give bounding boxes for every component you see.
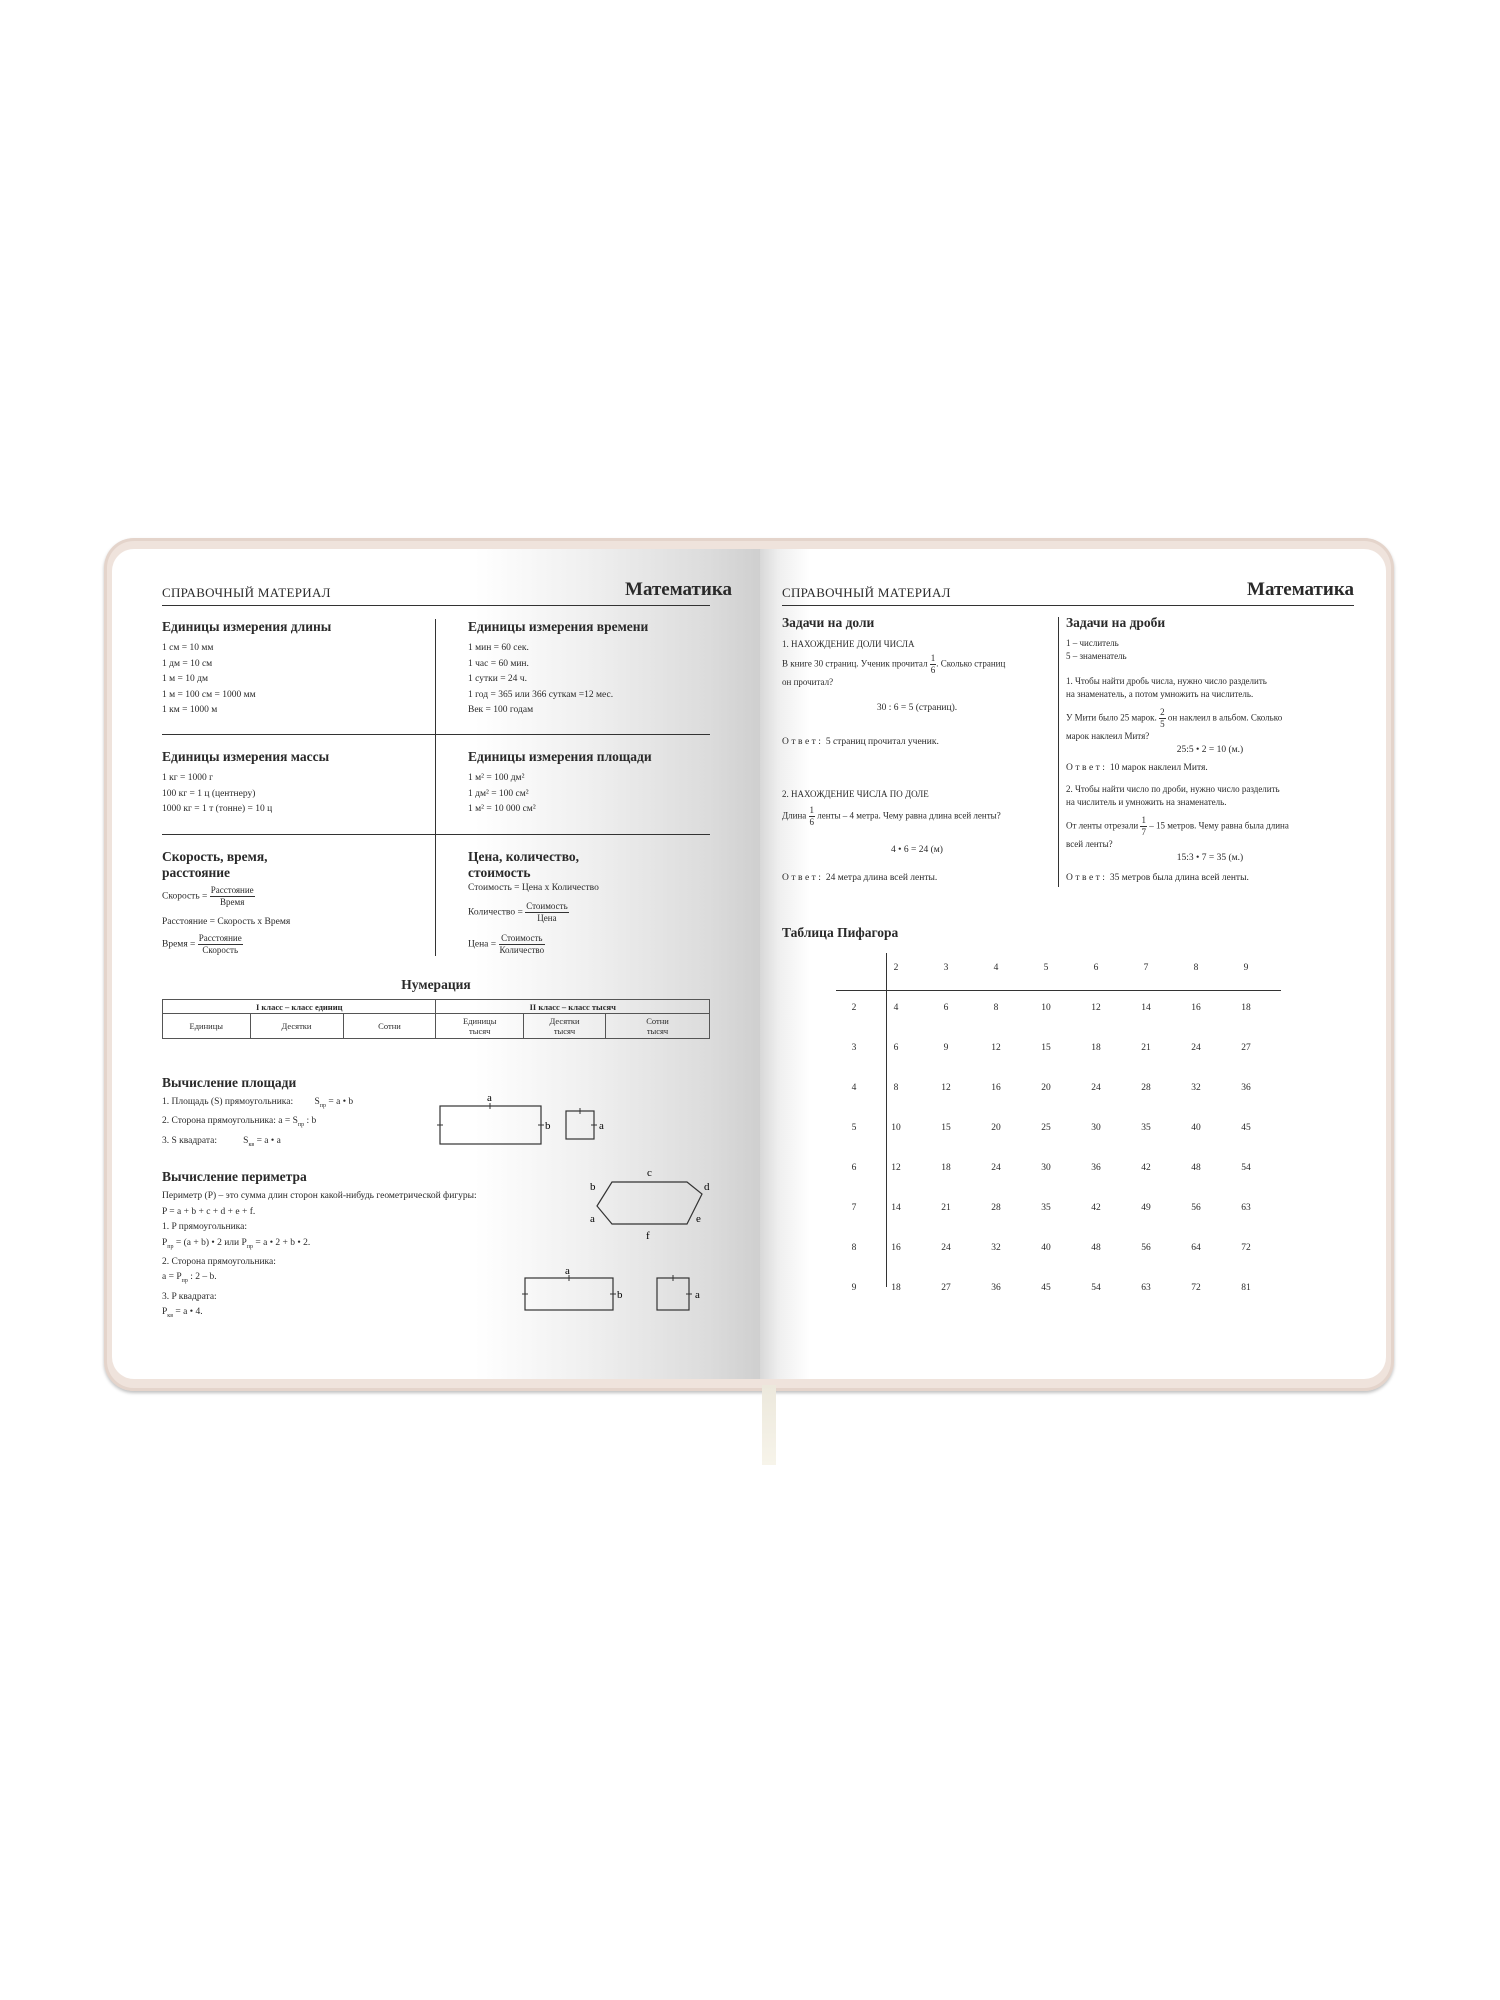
pythagoras-cell: 28 — [1141, 1083, 1151, 1093]
perimeter-line: 2. Сторона прямоугольника: — [162, 1256, 276, 1267]
pythagoras-row-header: 6 — [851, 1163, 857, 1173]
numeration-title: Нумерация — [401, 977, 471, 992]
fraction-denominator: 7 — [1141, 827, 1146, 837]
rule-line: 2. Чтобы найти число по дроби, нужно число разделить — [1066, 784, 1280, 794]
formula-rest: : 2 – b. — [187, 1272, 217, 1283]
problem-text: От ленты отрезали — [1066, 820, 1139, 831]
perimeter-line: 3. P квадрата: — [162, 1291, 217, 1302]
pythagoras-row-header: 5 — [851, 1123, 857, 1133]
rank-cell — [606, 1014, 710, 1039]
pythagoras-header-cell: 4 — [993, 963, 999, 973]
right-page — [760, 549, 1386, 1379]
time-line: 1 год = 365 или 366 суткам =12 мес. — [468, 689, 614, 700]
speed-title-line1: Скорость, время, — [162, 849, 268, 864]
pythagoras-cell: 21 — [941, 1203, 951, 1213]
pythagoras-cell: 12 — [991, 1043, 1001, 1053]
pythagoras-cell: 12 — [941, 1083, 951, 1093]
label-c: c — [647, 1167, 652, 1179]
area-calc-line — [162, 1114, 353, 1133]
rank-text: Сотни — [646, 1016, 669, 1026]
problem-line: марок наклеил Митя? — [1066, 731, 1150, 741]
pythagoras-cell: 45 — [1041, 1283, 1051, 1293]
formula-left: Количество = — [468, 907, 523, 918]
pythagoras-row-header: 8 — [851, 1243, 857, 1253]
time-units-list — [468, 641, 613, 719]
class-thousands-cell: II класс – класс тысяч — [436, 1000, 710, 1014]
pythagoras-cell: 27 — [1241, 1043, 1251, 1053]
problem-text: . Сколько страниц — [936, 658, 1006, 669]
right-header-small: СПРАВОЧНЫЙ МАТЕРИАЛ — [782, 585, 951, 600]
mass-units-title: Единицы измерения массы — [162, 749, 330, 764]
problem-line: всей ленты? — [1066, 839, 1113, 849]
perimeter-rect-diagram — [517, 1264, 727, 1324]
definition-line: 5 – знаменатель — [1066, 651, 1127, 661]
price-title-line1: Цена, количество, — [468, 849, 580, 864]
problem-text: В книге 30 страниц. Ученик прочитал — [782, 658, 928, 669]
pythagoras-cell: 48 — [1191, 1163, 1201, 1173]
fraction-denominator: 6 — [809, 817, 815, 827]
left-page — [112, 549, 760, 1379]
pythagoras-cell: 63 — [1241, 1203, 1251, 1213]
pythagoras-cell: 27 — [941, 1283, 951, 1293]
perimeter-line — [162, 1305, 477, 1324]
pythagoras-cell: 54 — [1091, 1283, 1101, 1293]
fractions-title: Задачи на дроби — [1066, 615, 1166, 630]
left-header-rule — [162, 605, 710, 606]
fraction-denominator: Количество — [499, 945, 545, 955]
formula-left: Скорость = — [162, 891, 208, 902]
subscript: пр — [246, 1243, 254, 1250]
area-calc-lines — [162, 1095, 353, 1153]
pythagoras-cell: 72 — [1241, 1243, 1251, 1253]
pythagoras-cell: 45 — [1241, 1123, 1251, 1133]
label-a: a — [487, 1092, 492, 1104]
pythagoras-cell: 24 — [1191, 1043, 1201, 1053]
formula-symbol: P — [162, 1307, 168, 1318]
time-line: 1 мин = 60 сек. — [468, 643, 529, 653]
pythagoras-cell: 48 — [1091, 1243, 1101, 1253]
area-calc-text: 2. Сторона прямоугольника: a = S — [162, 1116, 298, 1127]
pythagoras-cell: 32 — [991, 1243, 1001, 1253]
pythagoras-cell: 18 — [1091, 1043, 1101, 1053]
answer-text: 24 метра длина всей ленты. — [825, 873, 938, 883]
mass-line: 1000 кг = 1 т (тонне) = 10 ц — [162, 804, 273, 814]
fractions-calc-2: 15:3 • 7 = 35 (м.) — [1176, 853, 1244, 863]
formula-symbol: P — [162, 1237, 168, 1248]
area-calc-text: 3. S квадрата: — [162, 1135, 218, 1146]
fraction-numerator: 1 — [930, 653, 936, 663]
ribbon-bookmark — [762, 1385, 776, 1465]
area-line: 1 м² = 10 000 см² — [468, 804, 536, 814]
pythagoras-header-cell: 6 — [1093, 963, 1099, 973]
pythagoras-row-header: 2 — [851, 1003, 857, 1013]
fraction-numerator: Расстояние — [198, 933, 242, 943]
pythagoras-cell: 63 — [1141, 1283, 1151, 1293]
problem-text: Длина — [782, 810, 807, 821]
answer-word: Ответ: — [1066, 873, 1108, 883]
pythagoras-cell: 12 — [891, 1163, 901, 1173]
rank-cell — [436, 1014, 524, 1039]
fractions-calc-1: 25:5 • 2 = 10 (м.) — [1176, 745, 1244, 755]
rank-text: тысяч — [646, 1026, 669, 1036]
fraction-denominator: Цена — [537, 913, 557, 923]
definition-line: 1 – числитель — [1066, 638, 1119, 648]
length-line: 1 дм = 10 см — [162, 658, 213, 669]
problem-text: – 15 метров. Чему равна была длина — [1149, 820, 1289, 831]
pythagoras-cell: 15 — [941, 1123, 951, 1133]
fraction-numerator: 1 — [1141, 815, 1146, 825]
pythagoras-cell: 42 — [1141, 1163, 1151, 1173]
length-line: 1 см = 10 мм — [162, 643, 214, 653]
rectangle-shape — [525, 1278, 613, 1310]
pythagoras-cell: 64 — [1191, 1243, 1201, 1253]
left-header-small: СПРАВОЧНЫЙ МАТЕРИАЛ — [162, 585, 331, 600]
rule-line: на числитель и умножить на знаменатель. — [1066, 797, 1227, 807]
perimeter-title: Вычисление периметра — [162, 1169, 307, 1184]
pythagoras-row-header: 9 — [851, 1283, 857, 1293]
square-shape — [657, 1278, 689, 1310]
fraction-numerator: 1 — [809, 805, 815, 815]
problem-line: он прочитал? — [782, 677, 834, 687]
square-shape — [566, 1111, 594, 1139]
rule-line: на знаменатель, а потом умножить на числитель. — [1066, 689, 1254, 699]
pythagoras-cell: 36 — [1241, 1083, 1251, 1093]
rank-cell: Десятки — [250, 1014, 343, 1039]
price-title-line2: стоимость — [468, 865, 531, 880]
pythagoras-cell: 16 — [891, 1243, 901, 1253]
pythagoras-cell: 35 — [1041, 1203, 1051, 1213]
area-calc-line — [162, 1134, 353, 1153]
length-line: 1 м = 100 см = 1000 мм — [162, 689, 256, 700]
fraction-denominator: Скорость — [202, 945, 239, 955]
area-line: 1 дм² = 100 см² — [468, 788, 529, 799]
pythagoras-row-header: 7 — [851, 1203, 857, 1213]
shares-s2-calc: 4 • 6 = 24 (м) — [891, 845, 943, 855]
pythagoras-cell: 56 — [1141, 1243, 1151, 1253]
pythagoras-cell: 24 — [941, 1243, 951, 1253]
speed-formula-3 — [162, 933, 243, 956]
pythagoras-cell: 21 — [1141, 1043, 1151, 1053]
formula-left: Время = — [162, 939, 196, 950]
perimeter-line: 1. P прямоугольника: — [162, 1222, 248, 1232]
hexagon-shape — [597, 1182, 702, 1224]
area-rectangle-diagram — [432, 1089, 632, 1159]
pythagoras-header-cell: 5 — [1043, 963, 1049, 973]
pythagoras-cell: 16 — [991, 1083, 1001, 1093]
pythagoras-cell: 36 — [991, 1283, 1001, 1293]
area-calc-line — [162, 1095, 353, 1114]
time-line: Век = 100 годам — [468, 705, 534, 715]
pythagoras-row-header: 4 — [851, 1083, 857, 1093]
pythagoras-cell: 8 — [993, 1003, 999, 1013]
pythagoras-row-header: 3 — [851, 1043, 857, 1053]
formula-rest: = a • 4. — [173, 1307, 203, 1318]
pythagoras-cell: 56 — [1191, 1203, 1201, 1213]
rank-text: Десятки — [549, 1016, 580, 1026]
pythagoras-cell: 18 — [1241, 1003, 1251, 1013]
fraction-denominator: Время — [220, 897, 245, 907]
time-line: 1 сутки = 24 ч. — [468, 674, 527, 684]
answer-text: 10 марок наклеил Митя. — [1109, 763, 1208, 773]
pythagoras-cell: 6 — [893, 1043, 899, 1053]
label-a: a — [695, 1289, 700, 1301]
price-formula-2 — [468, 901, 569, 924]
pythagoras-cell: 24 — [991, 1163, 1001, 1173]
formula-symbol: S — [243, 1135, 249, 1146]
perimeter-line: Периметр (P) – это сумма длин сторон какой-нибудь геометрической фигуры: — [162, 1191, 477, 1201]
rank-text: тысяч — [553, 1026, 576, 1036]
pythagoras-cell: 12 — [1091, 1003, 1101, 1013]
area-units-title: Единицы измерения площади — [468, 749, 652, 764]
pythagoras-header-rule — [836, 990, 1281, 991]
pythagoras-cell: 9 — [943, 1043, 949, 1053]
subscript: пр — [167, 1243, 174, 1250]
pythagoras-cell: 24 — [1091, 1083, 1101, 1093]
label-b: b — [545, 1120, 551, 1132]
perimeter-line — [162, 1270, 477, 1289]
area-line: 1 м² = 100 дм² — [468, 773, 525, 783]
pythagoras-cell: 36 — [1091, 1163, 1101, 1173]
grid-divider-1 — [162, 734, 710, 735]
pythagoras-cell: 40 — [1041, 1243, 1051, 1253]
pythagoras-cell: 10 — [891, 1123, 901, 1133]
speed-title-line2: расстояние — [162, 865, 231, 880]
problem-text: он наклеил в альбом. Сколько — [1167, 712, 1283, 723]
pythagoras-cell: 42 — [1091, 1203, 1101, 1213]
subscript: пр — [319, 1102, 327, 1109]
label-f: f — [646, 1230, 650, 1242]
perimeter-lines — [162, 1189, 477, 1325]
label-b: b — [590, 1181, 596, 1193]
pythagoras-cell: 54 — [1241, 1163, 1251, 1173]
area-calc-text: 1. Площадь (S) прямоугольника: — [162, 1097, 294, 1107]
grid-divider-vertical — [435, 619, 436, 956]
pythagoras-cell: 49 — [1141, 1203, 1151, 1213]
numeration-rank-row — [163, 1014, 710, 1039]
answer-word: Ответ: — [782, 737, 824, 747]
pythagoras-header-cell: 8 — [1193, 963, 1199, 973]
numeration-class-row — [163, 1000, 710, 1014]
answer-text: 5 страниц прочитал ученик. — [825, 737, 939, 747]
grid-divider-2 — [162, 834, 710, 835]
shares-s2-title: 2. НАХОЖДЕНИЕ ЧИСЛА ПО ДОЛЕ — [782, 789, 929, 799]
pythagoras-header-cell: 7 — [1143, 963, 1149, 973]
price-formula-1: Стоимость = Цена х Количество — [468, 883, 599, 893]
subscript: кв — [248, 1141, 255, 1148]
rank-cell: Единицы — [163, 1014, 251, 1039]
length-line: 1 м = 10 дм — [162, 674, 208, 684]
perimeter-line — [162, 1236, 477, 1255]
speed-formula-2: Расстояние = Скорость х Время — [162, 917, 291, 927]
pythagoras-cell: 32 — [1191, 1083, 1201, 1093]
answer-text: 35 метров была длина всей ленты. — [1109, 873, 1249, 883]
area-units-list — [468, 771, 536, 818]
label-d: d — [704, 1181, 710, 1193]
mass-line: 100 кг = 1 ц (центнеру) — [162, 788, 256, 799]
pythagoras-title: Таблица Пифагора — [782, 925, 899, 940]
fraction-numerator: Расстояние — [210, 885, 254, 895]
length-line: 1 км = 1000 м — [162, 705, 218, 715]
formula-symbol: S — [314, 1097, 320, 1107]
fraction-denominator: 6 — [930, 665, 936, 675]
subscript: кв — [167, 1313, 174, 1320]
pythagoras-header-cell: 9 — [1243, 963, 1249, 973]
problem-text: ленты – 4 метра. Чему равна длина всей ленты? — [817, 810, 1001, 821]
pythagoras-cell: 14 — [1141, 1003, 1151, 1013]
fraction-numerator: Стоимость — [499, 933, 546, 945]
rank-text: Единицы — [463, 1016, 497, 1026]
pythagoras-cell: 18 — [891, 1283, 901, 1293]
speed-title — [162, 849, 268, 881]
class-units-cell: I класс – класс единиц — [163, 1000, 436, 1014]
pythagoras-cell: 30 — [1091, 1123, 1101, 1133]
formula-rest: = a • a — [254, 1135, 281, 1146]
pythagoras-header-cell: 3 — [943, 963, 949, 973]
pythagoras-cell: 72 — [1191, 1283, 1201, 1293]
pythagoras-cell: 20 — [991, 1123, 1001, 1133]
left-header-title: Математика — [625, 579, 732, 600]
area-calc-title: Вычисление площади — [162, 1075, 297, 1090]
pythagoras-cell: 8 — [893, 1083, 899, 1093]
mass-units-list — [162, 771, 272, 818]
shares-s1-title: 1. НАХОЖДЕНИЕ ДОЛИ ЧИСЛА — [782, 639, 915, 649]
problem-text: У Мити было 25 марок. — [1066, 712, 1157, 723]
pythagoras-cell: 28 — [991, 1203, 1001, 1213]
pythagoras-cell: 16 — [1191, 1003, 1201, 1013]
pythagoras-cell: 20 — [1041, 1083, 1051, 1093]
answer-word: Ответ: — [782, 873, 824, 883]
formula-rest: = (a + b) • 2 или P — [173, 1237, 247, 1248]
formula-rest: : b — [304, 1116, 317, 1127]
shares-title: Задачи на доли — [782, 615, 875, 630]
shares-s1-calc: 30 : 6 = 5 (страниц). — [876, 703, 958, 713]
pythagoras-cell: 10 — [1041, 1003, 1051, 1013]
length-units-title: Единицы измерения длины — [162, 619, 332, 634]
formula-symbol: a = P — [162, 1272, 182, 1283]
formula-left: Цена = — [468, 939, 497, 950]
subscript: пр — [297, 1122, 305, 1129]
fraction-numerator: 2 — [1160, 707, 1165, 717]
pythagoras-cell: 35 — [1141, 1123, 1151, 1133]
label-a: a — [590, 1213, 595, 1225]
label-b: b — [617, 1289, 623, 1301]
answer-word: Ответ: — [1066, 763, 1108, 773]
formula-rest: = a • b — [326, 1097, 354, 1107]
pythagoras-cell: 81 — [1241, 1283, 1251, 1293]
pythagoras-cell: 30 — [1041, 1163, 1051, 1173]
speed-formula-1 — [162, 885, 255, 908]
fraction-denominator: 5 — [1160, 719, 1165, 729]
price-formula-3 — [468, 933, 545, 956]
time-units-title: Единицы измерения времени — [468, 619, 649, 634]
pythagoras-table — [760, 549, 1386, 1379]
rank-cell: Сотни — [343, 1014, 436, 1039]
rectangle-shape — [440, 1106, 541, 1144]
price-title — [468, 849, 579, 881]
hexagon-diagram — [582, 1164, 722, 1244]
pythagoras-cell: 15 — [1041, 1043, 1051, 1053]
numeration-table — [162, 999, 710, 1039]
pythagoras-cell: 4 — [893, 1003, 899, 1013]
fraction-numerator: Стоимость — [526, 901, 568, 911]
pythagoras-cell: 18 — [941, 1163, 951, 1173]
label-a: a — [565, 1265, 570, 1277]
rank-text: тысяч — [469, 1026, 491, 1036]
mass-line: 1 кг = 1000 г — [162, 773, 214, 783]
right-header-title: Математика — [1247, 579, 1354, 600]
length-units-list — [162, 641, 256, 719]
pythagoras-cell: 25 — [1041, 1123, 1051, 1133]
label-a: a — [599, 1120, 604, 1132]
rule-line: 1. Чтобы найти дробь числа, нужно число разделить — [1066, 676, 1267, 686]
formula-rest: = a • 2 + b • 2. — [253, 1237, 311, 1248]
label-e: e — [696, 1213, 701, 1225]
pythagoras-header-cell: 2 — [893, 963, 899, 973]
rank-cell — [524, 1014, 606, 1039]
time-line: 1 час = 60 мин. — [468, 658, 529, 669]
pythagoras-cell: 40 — [1191, 1123, 1201, 1133]
pythagoras-cell: 6 — [943, 1003, 949, 1013]
perimeter-line: P = a + b + c + d + e + f. — [162, 1206, 256, 1217]
pythagoras-cell: 14 — [891, 1203, 901, 1213]
subscript: пр — [181, 1278, 188, 1285]
